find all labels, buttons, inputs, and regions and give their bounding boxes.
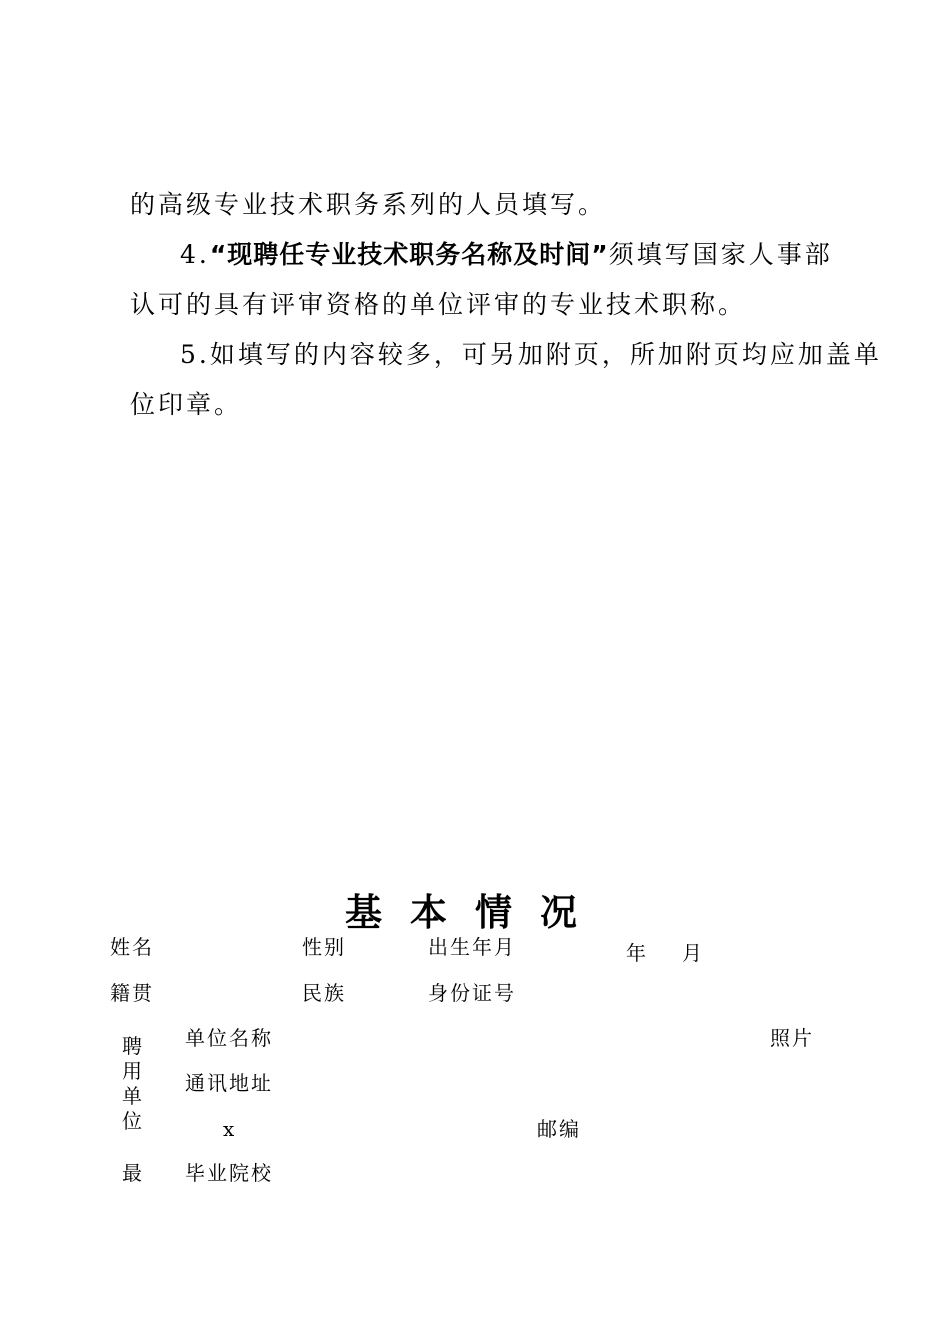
label-year: 年 [626, 941, 646, 965]
label-month: 月 [682, 941, 702, 965]
label-education-group: 最 [122, 1161, 144, 1185]
address-value: x [223, 1117, 237, 1141]
instruction-item-5-line-2: 位印章。 [130, 390, 243, 419]
label-id-number: 身份证号 [428, 981, 516, 1005]
label-gender: 性别 [302, 935, 346, 959]
label-native-place: 籍贯 [110, 981, 154, 1005]
instruction-line-1: 的高级专业技术职务系列的人员填写。 [130, 190, 607, 219]
label-name: 姓名 [110, 935, 154, 959]
label-graduated-school: 毕业院校 [185, 1161, 273, 1185]
label-employer-name: 单位名称 [185, 1026, 273, 1050]
instruction-item-4-line-2: 认可的具有评审资格的单位评审的专业技术职称。 [130, 290, 747, 319]
label-photo: 照片 [770, 1026, 814, 1050]
section-title: 基本情况 [345, 891, 605, 934]
label-birth: 出生年月 [428, 935, 516, 959]
instruction-item-4 [180, 242, 833, 267]
item-4-number: 4. [180, 240, 210, 269]
label-address: 通讯地址 [185, 1071, 273, 1095]
item-4-rest: 须填写国家人事部 [608, 240, 833, 269]
label-ethnicity: 民族 [302, 981, 346, 1005]
item-4-emphasis: “现聘任专业技术职务名称及时间” [209, 240, 609, 269]
label-postcode: 邮编 [537, 1117, 581, 1141]
label-employer-group: 聘用单位 [122, 1034, 142, 1133]
instruction-item-5: 5.如填写的内容较多，可另加附页，所加附页均应加盖单 [180, 340, 882, 369]
